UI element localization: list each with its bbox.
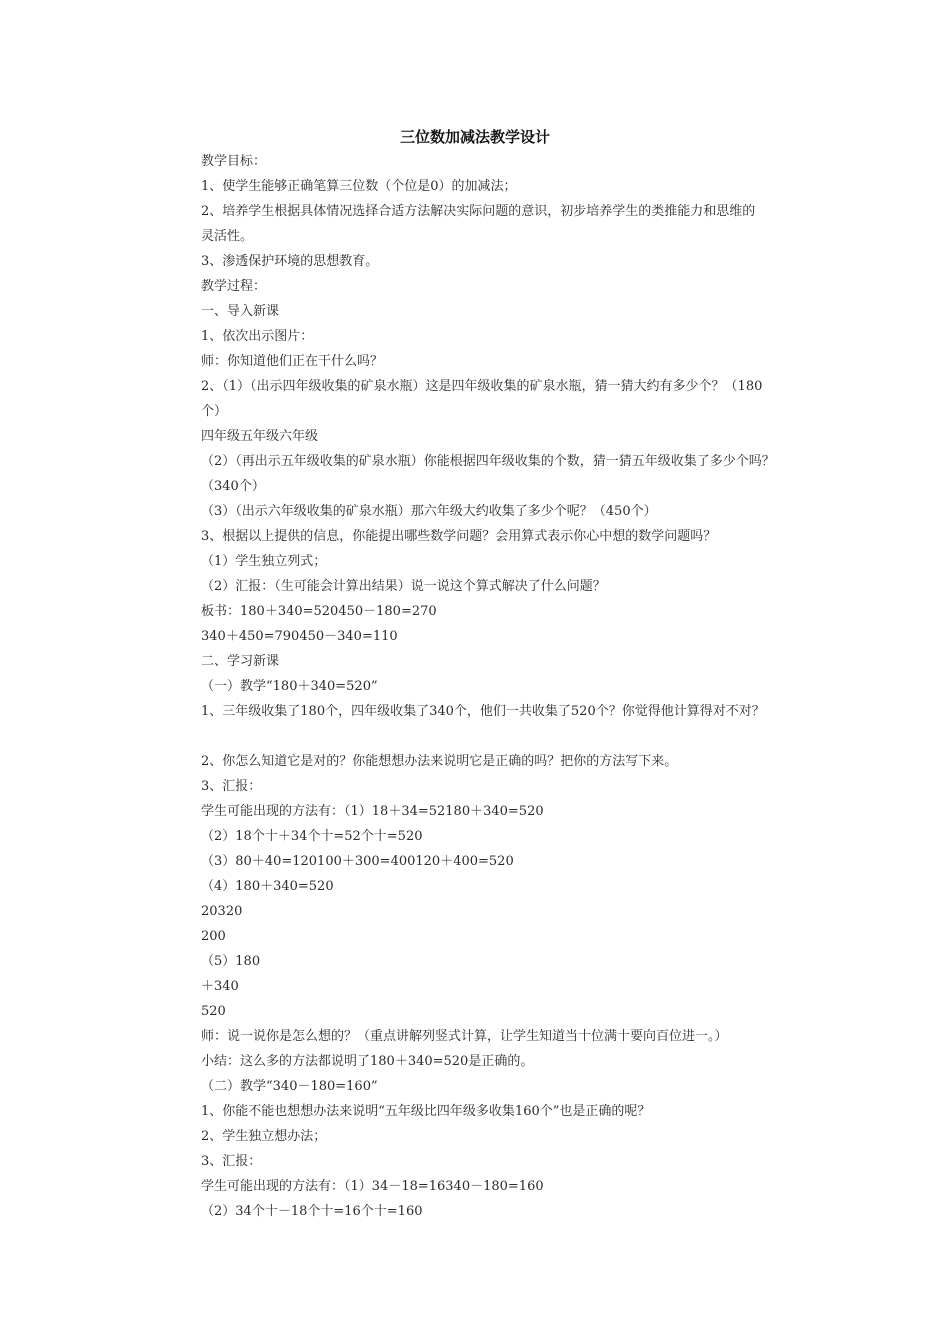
text-line: （3）（出示六年级收集的矿泉水瓶）那六年级大约收集了多少个呢？（450个） xyxy=(201,504,657,519)
text-line: 1、你能不能也想想办法来说明“五年级比四年级多收集160个”也是正确的呢？ xyxy=(201,1104,651,1119)
text-line: 1、使学生能够正确笔算三位数（个位是0）的加减法； xyxy=(201,179,517,194)
text-line: 3、汇报： xyxy=(201,1154,262,1169)
document-body xyxy=(201,149,821,1224)
text-line: （一）教学“180＋340=520” xyxy=(201,679,378,694)
text-line: 学生可能出现的方法有：（1）18＋34=52180＋340=520 xyxy=(201,804,544,819)
text-line: 教学过程： xyxy=(201,279,267,294)
text-line: （二）教学“340－180=160” xyxy=(201,1079,378,1094)
text-line: （1）学生独立列式； xyxy=(201,554,327,569)
text-line: （4）180＋340=520 xyxy=(201,879,334,894)
text-line: 四年级五年级六年级 xyxy=(201,429,319,444)
text-line: 520 xyxy=(201,1004,226,1019)
text-line: 2、（1）（出示四年级收集的矿泉水瓶）这是四年级收集的矿泉水瓶，猜一猜大约有多少个？（180 xyxy=(201,379,763,394)
text-line: 小结：这么多的方法都说明了180＋340=520是正确的。 xyxy=(201,1054,534,1069)
text-line: 340＋450=790450－340=110 xyxy=(201,629,398,644)
text-line: （2）汇报：（生可能会计算出结果）说一说这个算式解决了什么问题？ xyxy=(201,579,606,594)
text-line: 二、学习新课 xyxy=(201,654,280,669)
text-line: 1、依次出示图片： xyxy=(201,329,314,344)
document-title: 三位数加减法教学设计 xyxy=(399,128,550,146)
text-line: 2、你怎么知道它是对的？你能想想办法来说明它是正确的吗？把你的方法写下来。 xyxy=(201,754,678,769)
text-line: 师：说一说你是怎么想的？（重点讲解列竖式计算，让学生知道当十位满十要向百位进一。） xyxy=(201,1029,728,1044)
text-line: 1、三年级收集了180个，四年级收集了340个，他们一共收集了520个？你觉得他计算得对不对？ xyxy=(201,704,765,719)
text-line: 师：你知道他们正在干什么吗？ xyxy=(201,354,384,369)
text-line: ＋340 xyxy=(201,979,239,994)
text-line: （5）180 xyxy=(201,954,261,969)
text-line: 20320 xyxy=(201,904,243,919)
text-line: 板书：180＋340=520450－180=270 xyxy=(201,604,437,619)
text-line: 一、导入新课 xyxy=(201,304,280,319)
text-line xyxy=(201,724,821,749)
text-line: （2）（再出示五年级收集的矿泉水瓶）你能根据四年级收集的个数，猜一猜五年级收集了多少个吗？ xyxy=(201,454,775,469)
text-line: 学生可能出现的方法有：（1）34－18=16340－180=160 xyxy=(201,1179,544,1194)
text-line: （340个） xyxy=(201,479,265,494)
text-line: 3、根据以上提供的信息，你能提出哪些数学问题？会用算式表示你心中想的数学问题吗？ xyxy=(201,529,717,544)
text-line: 个） xyxy=(201,404,228,419)
text-line: 2、学生独立想办法； xyxy=(201,1129,327,1144)
text-line: （3）80＋40=120100＋300=400120＋400=520 xyxy=(201,854,514,869)
text-line: 灵活性。 xyxy=(201,229,254,244)
text-line: 200 xyxy=(201,929,226,944)
text-line: 2、培养学生根据具体情况选择合适方法解决实际问题的意识，初步培养学生的类推能力和思维的 xyxy=(201,204,756,219)
text-line: 教学目标： xyxy=(201,154,267,169)
text-line: 3、渗透保护环境的思想教育。 xyxy=(201,254,379,269)
text-line: （2）18个十＋34个十=52个十=520 xyxy=(201,829,423,844)
text-line: （2）34个十－18个十=16个十=160 xyxy=(201,1204,423,1219)
text-line: 3、汇报： xyxy=(201,779,262,794)
